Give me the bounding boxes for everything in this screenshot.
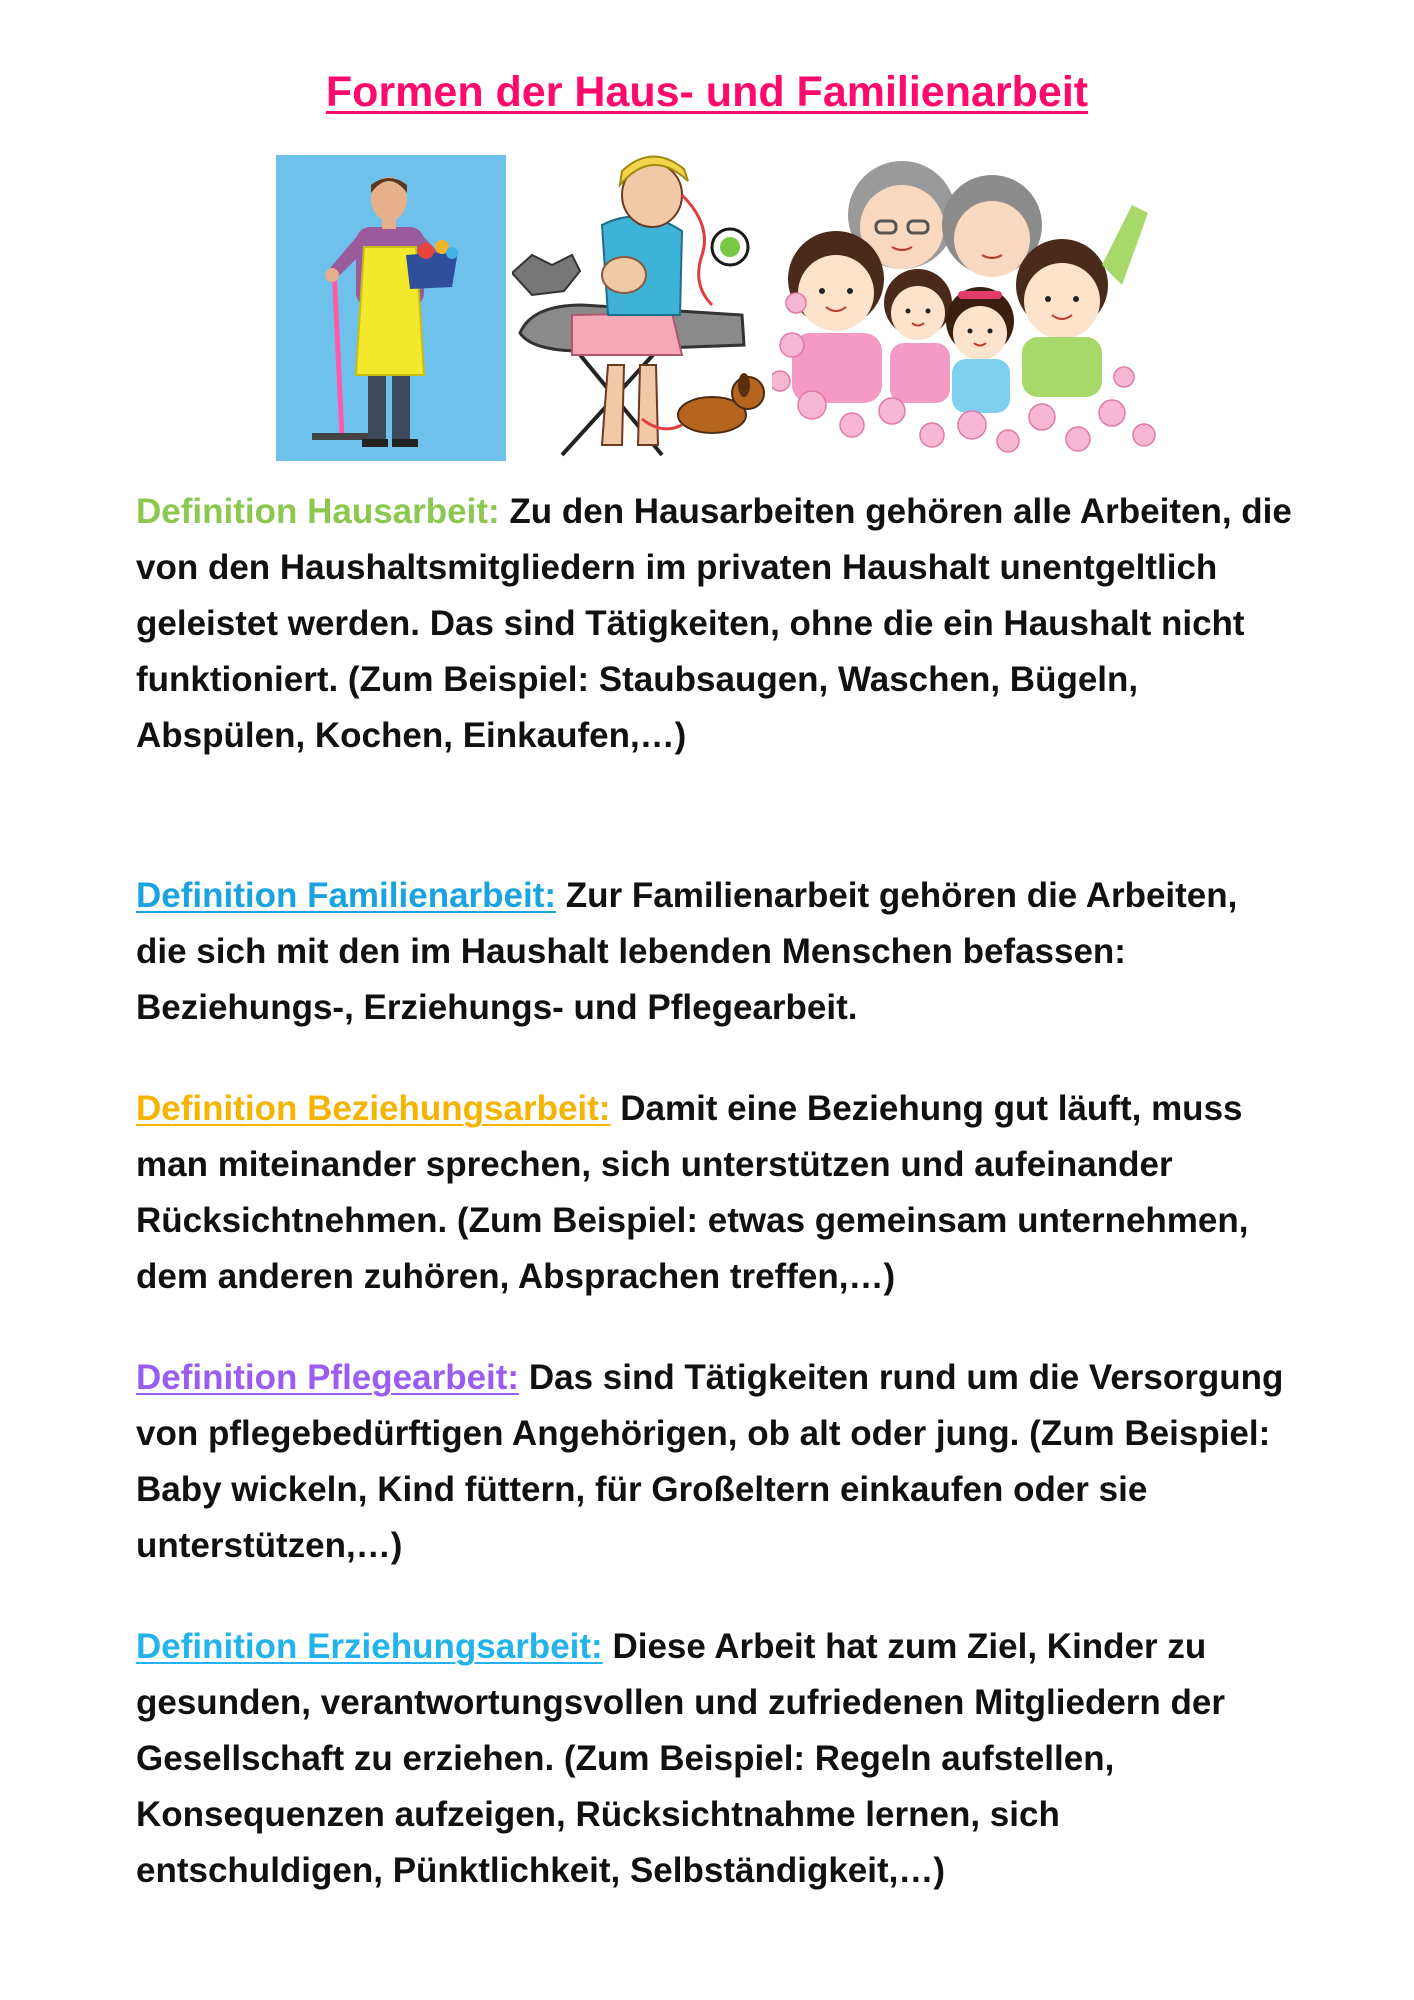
definition-text-familienarbeit: Zur Familienarbeit gehören die Arbeiten, die sich mit den im Haushalt lebenden Menschen befassen: Beziehungs-, Erziehungs- und Pflegearbeit. — [136, 876, 1238, 1027]
definition-text-pflegearbeit: Das sind Tätigkeiten rund um die Versorgung von pflegebedürftigen Angehörigen, ob alt oder jung. (Zum Beispiel: Baby wickeln, Kind füttern, für Großeltern einkaufen oder sie unterstützen,…) — [136, 1358, 1284, 1565]
definition-beziehungsarbeit — [136, 1081, 1296, 1305]
definition-term-familienarbeit: Definition Familienarbeit: — [136, 876, 557, 915]
definition-term-pflegearbeit: Definition Pflegearbeit: — [136, 1358, 520, 1397]
definition-term-beziehungsarbeit: Definition Beziehungsarbeit: — [136, 1089, 611, 1128]
definition-familienarbeit — [136, 868, 1296, 1036]
page-title: Formen der Haus- und Familienarbeit — [325, 68, 1089, 116]
definition-text-hausarbeit: Zu den Hausarbeiten gehören alle Arbeiten, die von den Haushaltsmitgliedern im privaten Haushalt unentgeltlich geleistet werden. Das sind Tätigkeiten, ohne die ein Haushalt nicht funktioniert. (Zum Beispiel: Staubsaugen, Waschen, Bügeln, Abspülen, Kochen, Einkaufen,…) — [136, 492, 1292, 755]
definition-text-erziehungsarbeit: Diese Arbeit hat zum Ziel, Kinder zu gesunden, verantwortungsvollen und zufriedenen Mitgliedern der Gesellschaft zu erziehen. (Zum Beispiel: Regeln aufstellen, Konsequenzen aufzeigen, Rücksichtnahme lernen, sich entschuldigen, Pünktlichkeit, Selbständigkeit,…) — [136, 1627, 1225, 1890]
definition-erziehungsarbeit — [136, 1619, 1296, 1899]
family-with-grandparents-and-children-illustration — [772, 155, 1164, 461]
definition-pflegearbeit — [136, 1350, 1296, 1574]
definition-hausarbeit — [136, 484, 1296, 764]
definition-term-hausarbeit: Definition Hausarbeit: — [136, 492, 500, 531]
definition-term-erziehungsarbeit: Definition Erziehungsarbeit: — [136, 1627, 603, 1666]
definition-text-beziehungsarbeit: Damit eine Beziehung gut läuft, muss man miteinander sprechen, sich unterstützen und aufeinander Rücksichtnehmen. (Zum Beispiel: etwas gemeinsam unternehmen, dem anderen zuhören, Absprachen treffen,…) — [136, 1089, 1249, 1296]
man-with-mop-and-laundry-basket-illustration — [276, 155, 506, 461]
stressed-person-ironing-with-pets-illustration — [512, 155, 774, 461]
